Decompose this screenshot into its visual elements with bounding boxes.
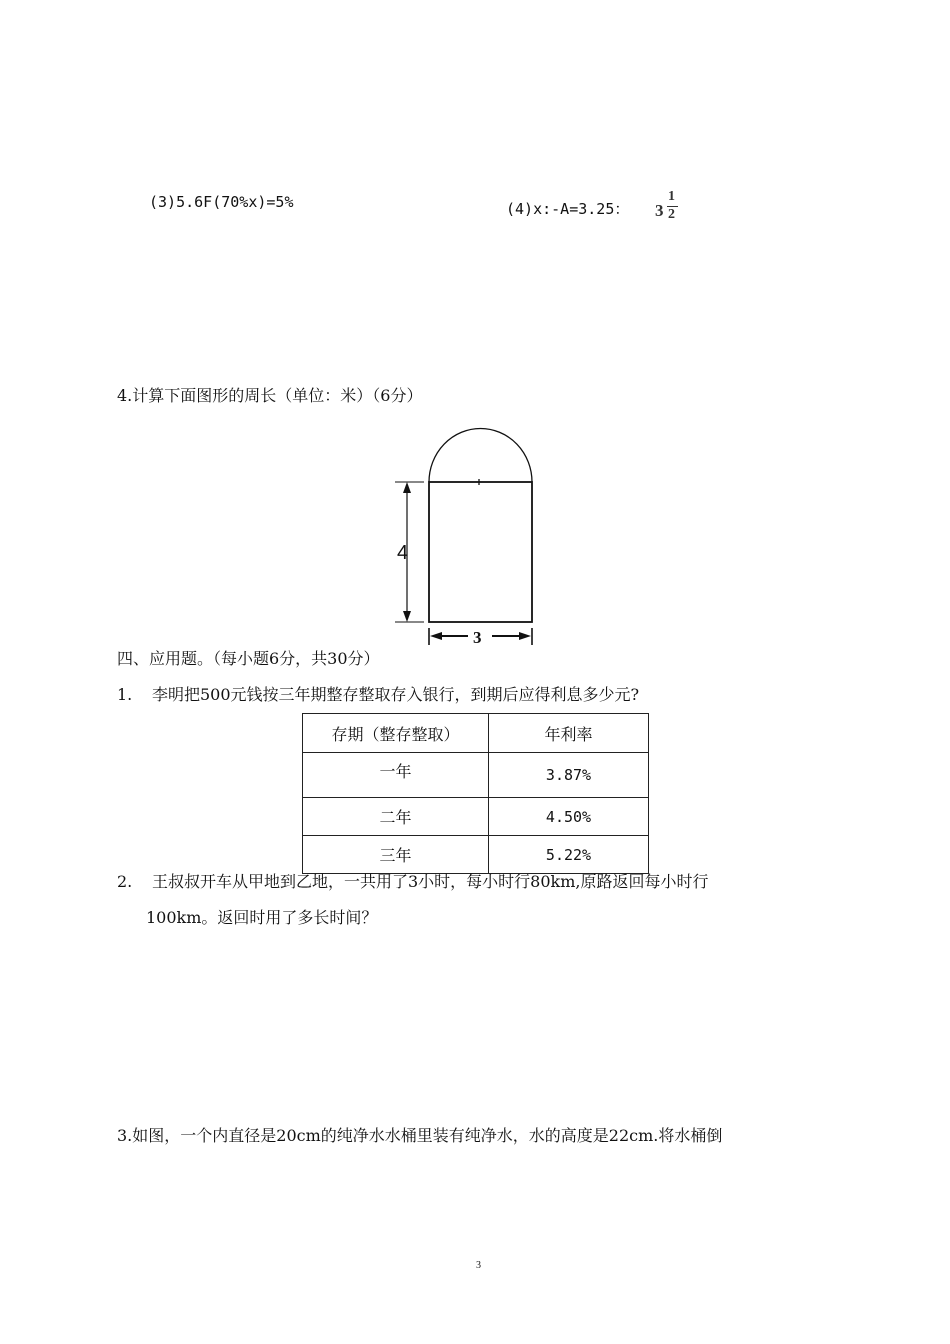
table-row	[303, 836, 649, 874]
interest-rate-table	[302, 713, 649, 874]
fraction-whole: 3	[655, 201, 664, 220]
problem2-line2: 100km。返回时用了多长时间？	[146, 908, 378, 927]
section4-title: 四、应用题。（每小题6分，共30分）	[117, 649, 380, 668]
page-number: 3	[476, 1260, 481, 1271]
rectangle-shape	[429, 482, 532, 622]
width-label: 3	[473, 628, 482, 647]
header-term: 存期（整存整取）	[303, 714, 489, 753]
table-row	[303, 753, 649, 798]
fraction-denominator: 2	[668, 207, 675, 222]
semicircle-arc	[429, 428, 532, 482]
fraction-numerator: 1	[668, 189, 675, 204]
height-arrow-up	[403, 482, 411, 493]
equation-3: (3)5.6F(70%x)=5%	[149, 193, 294, 211]
problem1-text: 李明把500元钱按三年期整存整取存入银行，到期后应得利息多少元?	[152, 685, 640, 704]
problem2-number: 2.	[117, 872, 133, 891]
q4-title: 4.计算下面图形的周长（单位：米）（6分）	[117, 386, 423, 405]
problem2-line1: 王叔叔开车从甲地到乙地，一共用了3小时，每小时行80km,原路返回每小时行	[152, 872, 709, 891]
term-cell: 二年	[303, 798, 489, 836]
header-rate: 年利率	[489, 714, 649, 753]
width-arrow-right	[519, 632, 531, 640]
term-cell: 一年	[303, 753, 489, 798]
width-arrow-left	[430, 632, 442, 640]
problem3-text: 3.如图，一个内直径是20cm的纯净水水桶里装有纯净水，水的高度是22cm.将水桶倒	[117, 1126, 723, 1145]
height-label: 4	[397, 542, 409, 564]
rate-cell: 5.22%	[489, 836, 649, 874]
height-arrow-down	[403, 611, 411, 622]
term-cell: 三年	[303, 836, 489, 874]
rate-cell: 4.50%	[489, 798, 649, 836]
equation-4: (4)x:-A=3.25：	[506, 200, 630, 218]
table-header-row	[303, 714, 649, 753]
table-row	[303, 798, 649, 836]
problem1-number: 1.	[117, 685, 133, 704]
rate-cell: 3.87%	[489, 753, 649, 798]
